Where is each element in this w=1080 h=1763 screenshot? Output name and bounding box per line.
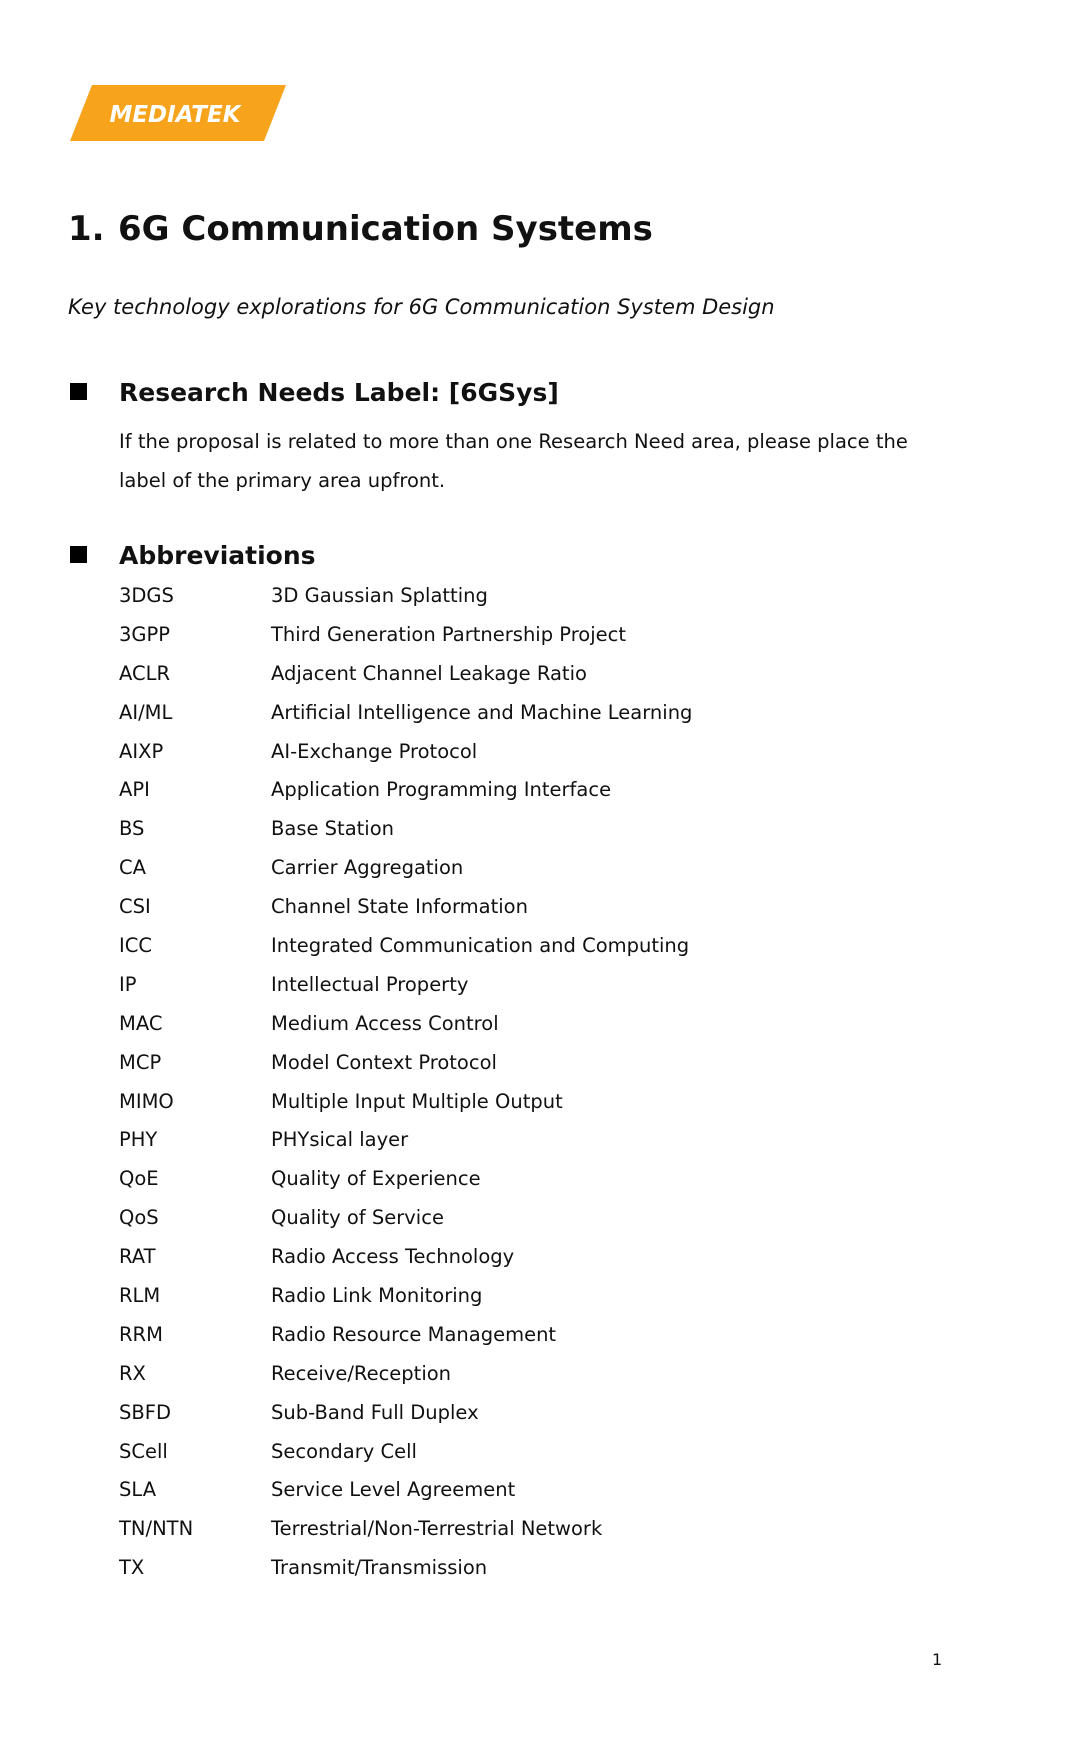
abbreviation-row: [119, 926, 959, 965]
abbreviation-row: [119, 1237, 959, 1276]
page-number: 1: [932, 1650, 943, 1669]
abbreviation-term: ICC: [119, 933, 152, 957]
abbreviation-definition: Radio Link Monitoring: [271, 1283, 483, 1307]
abbreviation-definition: Radio Resource Management: [271, 1322, 557, 1346]
abbreviation-row: [119, 1082, 959, 1121]
abbreviation-term: TN/NTN: [119, 1517, 194, 1541]
abbreviation-row: [119, 1315, 959, 1354]
page-title-text: 6G Communication Systems: [118, 209, 653, 249]
abbreviation-term: AIXP: [119, 739, 164, 763]
abbreviation-definition: Artificial Intelligence and Machine Learning: [271, 700, 693, 724]
abbreviation-row: [119, 615, 959, 654]
research-needs-text: If the proposal is related to more than one Research Need area, please place the label of the primary area upfront.: [119, 430, 908, 492]
abbreviation-row: [119, 732, 959, 771]
abbreviation-term: RAT: [119, 1245, 156, 1269]
abbreviation-term: BS: [119, 817, 145, 841]
abbreviation-row: [119, 1043, 959, 1082]
square-bullet-icon: [70, 546, 87, 563]
abbreviation-definition: Terrestrial/Non-Terrestrial Network: [271, 1517, 603, 1541]
abbreviation-definition: Carrier Aggregation: [271, 856, 464, 880]
abbreviation-term: MCP: [119, 1050, 162, 1074]
abbreviation-definition: Radio Access Technology: [271, 1245, 515, 1269]
abbreviation-row: [119, 1393, 959, 1432]
abbreviation-row: [119, 1120, 959, 1159]
abbreviation-term: API: [119, 778, 150, 802]
abbreviation-definition: Integrated Communication and Computing: [271, 933, 690, 957]
research-needs-heading: Research Needs Label: [6GSys]: [119, 378, 559, 407]
abbreviation-row: [119, 848, 959, 887]
abbreviation-term: CA: [119, 856, 146, 880]
abbreviation-row: [119, 1159, 959, 1198]
abbreviation-row: [119, 1198, 959, 1237]
abbreviation-row: [119, 1509, 959, 1548]
abbreviation-definition: Medium Access Control: [271, 1011, 499, 1035]
page-subtitle: Key technology explorations for 6G Communication System Design: [68, 295, 775, 319]
abbreviation-term: SCell: [119, 1439, 168, 1463]
section-number: 1.: [68, 209, 105, 249]
abbreviation-row: [119, 693, 959, 732]
abbreviation-row: [119, 1354, 959, 1393]
abbreviation-row: [119, 1276, 959, 1315]
abbreviation-definition: 3D Gaussian Splatting: [271, 583, 488, 607]
abbreviation-row: [119, 809, 959, 848]
abbreviation-definition: Transmit/Transmission: [271, 1556, 488, 1580]
mediatek-logo: [70, 85, 286, 141]
abbreviation-term: AI/ML: [119, 700, 173, 724]
abbreviation-row: [119, 887, 959, 926]
abbreviation-definition: Application Programming Interface: [271, 778, 612, 802]
logo-wordmark: MEDIATEK: [109, 102, 241, 128]
abbreviation-term: TX: [119, 1556, 145, 1580]
abbreviation-definition: Multiple Input Multiple Output: [271, 1089, 563, 1113]
abbreviation-definition: Quality of Service: [271, 1206, 444, 1230]
abbreviation-definition: Channel State Information: [271, 895, 528, 919]
abbreviation-term: RLM: [119, 1283, 161, 1307]
page-title: [68, 203, 653, 255]
abbreviation-term: PHY: [119, 1128, 158, 1152]
abbreviation-term: 3DGS: [119, 583, 174, 607]
abbreviation-row: [119, 576, 959, 615]
abbreviation-definition: Adjacent Channel Leakage Ratio: [271, 661, 587, 685]
abbreviation-definition: Quality of Experience: [271, 1167, 481, 1191]
abbreviation-definition: Receive/Reception: [271, 1361, 452, 1385]
abbreviation-term: SBFD: [119, 1400, 171, 1424]
abbreviation-term: IP: [119, 972, 137, 996]
abbreviation-term: MAC: [119, 1011, 163, 1035]
abbreviation-definition: PHYsical layer: [271, 1128, 409, 1152]
abbreviation-term: 3GPP: [119, 622, 171, 646]
abbreviation-row: [119, 654, 959, 693]
abbreviation-term: MIMO: [119, 1089, 174, 1113]
abbreviation-row: [119, 770, 959, 809]
abbreviation-definition: Third Generation Partnership Project: [271, 622, 627, 646]
abbreviation-row: [119, 1548, 959, 1587]
abbreviation-term: CSI: [119, 895, 151, 919]
abbreviation-definition: Intellectual Property: [271, 972, 469, 996]
abbreviation-term: SLA: [119, 1478, 157, 1502]
abbreviation-row: [119, 1470, 959, 1509]
abbreviation-definition: Service Level Agreement: [271, 1478, 516, 1502]
abbreviation-term: RRM: [119, 1322, 163, 1346]
abbreviation-definition: Secondary Cell: [271, 1439, 417, 1463]
abbreviation-definition: Model Context Protocol: [271, 1050, 497, 1074]
abbreviation-definition: Base Station: [271, 817, 395, 841]
abbreviation-row: [119, 1004, 959, 1043]
abbreviation-definition: Sub-Band Full Duplex: [271, 1400, 479, 1424]
abbreviation-definition: AI-Exchange Protocol: [271, 739, 478, 763]
abbreviation-term: QoS: [119, 1206, 159, 1230]
abbreviation-row: [119, 1432, 959, 1471]
abbreviation-term: ACLR: [119, 661, 171, 685]
abbreviations-heading: Abbreviations: [119, 541, 316, 570]
abbreviation-term: QoE: [119, 1167, 159, 1191]
abbreviations-list: [119, 576, 959, 1587]
abbreviation-term: RX: [119, 1361, 146, 1385]
square-bullet-icon: [70, 383, 87, 400]
abbreviation-row: [119, 965, 959, 1004]
